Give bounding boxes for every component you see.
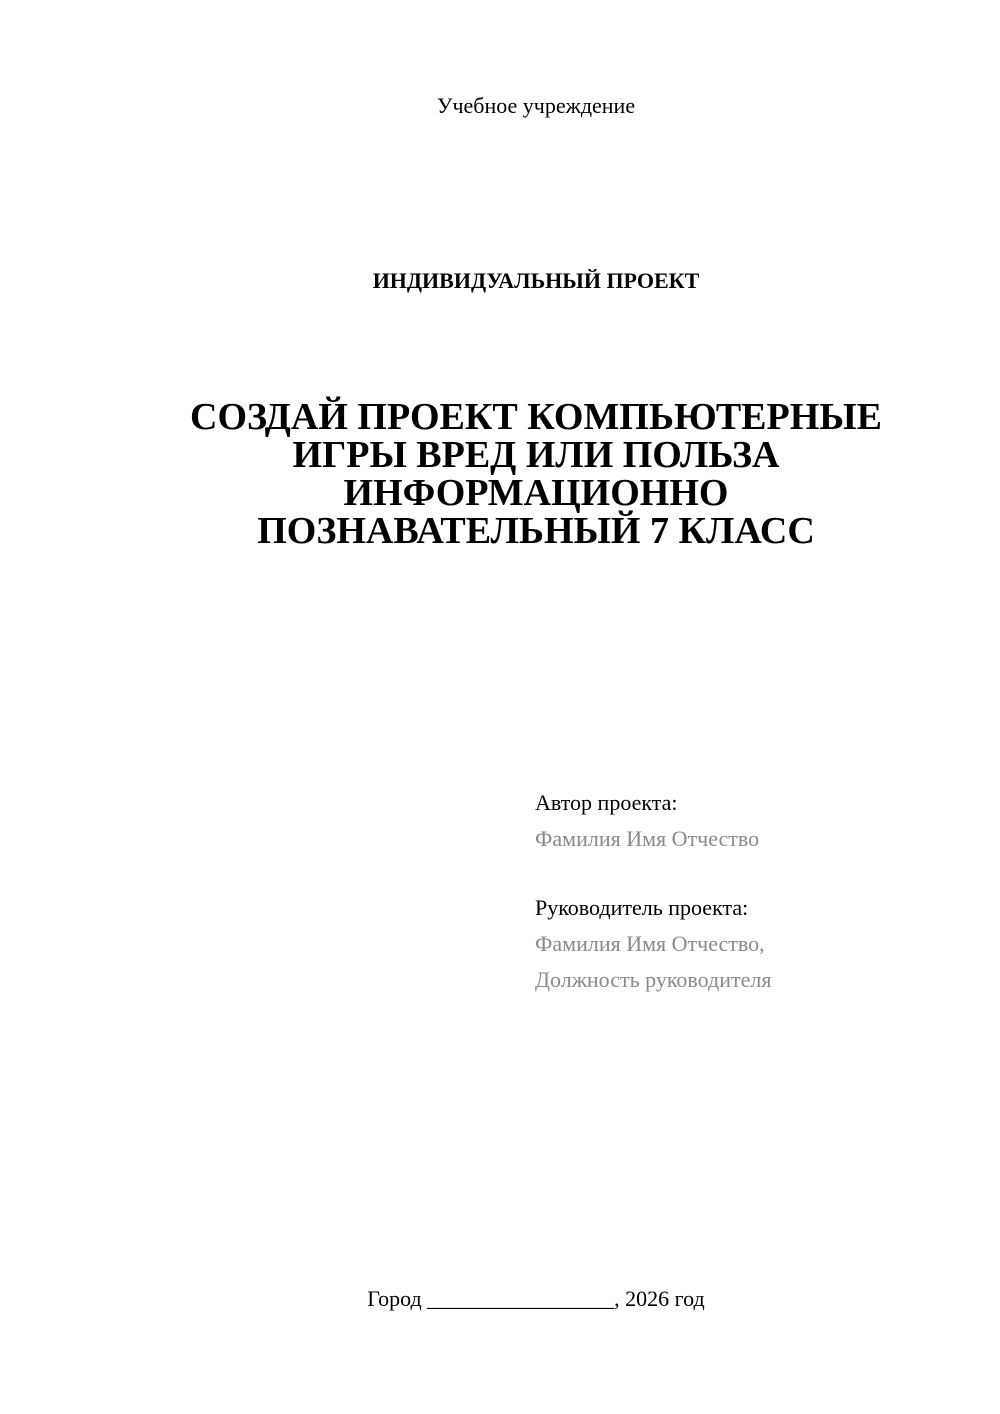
project-title-line: ИНФОРМАЦИОННО <box>343 472 729 514</box>
supervisor-name: Фамилия Имя Отчество, <box>535 931 765 956</box>
supervisor-label: Руководитель проекта: <box>535 895 749 920</box>
supervisor-block <box>535 890 771 998</box>
project-title-line: ПОЗНАВАТЕЛЬНЫЙ 7 КЛАСС <box>257 510 815 552</box>
institution-name: Учебное учреждение <box>436 93 636 118</box>
project-type-heading: ИНДИВИДУАЛЬНЫЙ ПРОЕКТ <box>372 268 700 293</box>
project-title-line: СОЗДАЙ ПРОЕКТ КОМПЬЮТЕРНЫЕ <box>190 396 882 438</box>
city-year-line: Город _________________, 2026 год <box>367 1286 705 1311</box>
project-title-line: ИГРЫ ВРЕД ИЛИ ПОЛЬЗА <box>292 434 780 476</box>
supervisor-position: Должность руководителя <box>535 967 772 992</box>
author-block <box>535 785 759 857</box>
author-name: Фамилия Имя Отчество <box>535 826 760 851</box>
project-title <box>0 398 1000 550</box>
author-label: Автор проекта: <box>535 790 678 815</box>
